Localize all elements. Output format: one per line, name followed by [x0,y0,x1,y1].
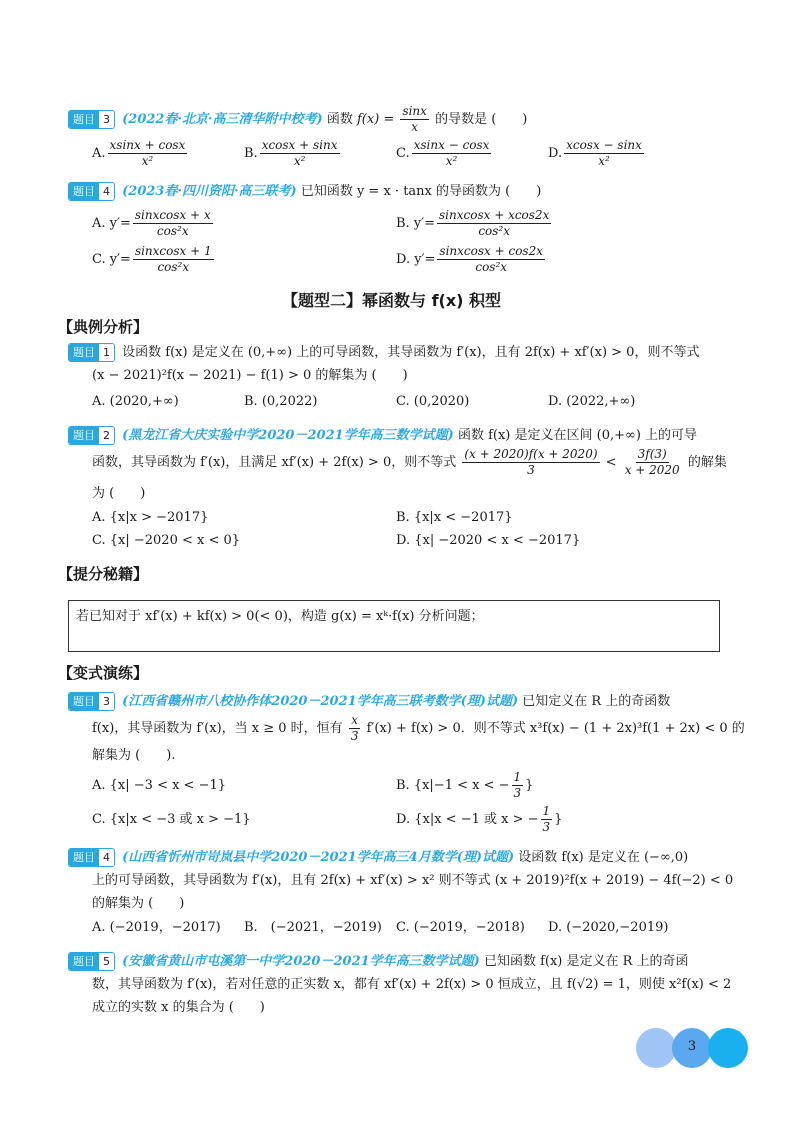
question-3b-line3: 解集为 ( ). [92,748,176,763]
option-b: B. {x|−1 < x < − $\frac{1}{3}$ } [396,770,534,800]
option-d: D. {x|x < −1 或 x > − $\frac{1}{3}$ } [396,804,563,834]
decor-circle [708,1028,748,1068]
question-1-line1: 题目 1 设函数 f(x) 是定义在 (0,+∞) 上的可导函数，其导函数为 f′(x)，且有 2f(x) + xf′(x) > 0，则不等式 [68,343,699,363]
question-source: (山西省忻州市岢岚县中学2020－2021学年高三4月数学(理)试题) [122,850,515,865]
question-source: (黑龙江省大庆实验中学2020－2021学年高三数学试题) [122,428,454,443]
option-a: A. (2020,+∞) [92,394,179,409]
section-title: 【题型二】幂函数与 f(x) 积型 [282,291,502,310]
option-d: D. $\frac{xcosx - \sin x}{\text{x²}}$ [548,138,642,168]
question-tag: 题目 5 [68,952,115,971]
decor-circle [636,1028,676,1068]
fraction: $\frac{\sin x}{x}$ [402,104,427,134]
question-2-line2: 函数，其导函数为 f′(x)，且满足 xf′(x) + 2f(x) > 0，则不等式 $\frac{(x + 2020)f(x + 2020)}{3}$ < $\frac{3f(3)}{x + 2020}$ 的解集 [92,447,727,477]
question-3b-line1: 题目 3 (江西省赣州市八校协作体2020－2021学年高三联考数学(理)试题) 已知定义在 R 上的奇函数 [68,692,670,712]
question-3-header: 题目 3 (2022春·北京·高三清华附中校考) 函数 f(x) = $\frac{\sin x}{x}$ 的导数是 ( ) [68,104,527,135]
option-a: A. {x| −3 < x < −1} [92,778,227,793]
heading-tips: 【提分秘籍】 [58,565,149,583]
question-4-header: 题目 4 (2023春·四川资阳·高三联考) 已知函数 y = x · tanx 的导函数为 ( ) [68,182,541,202]
option-c: C. (0,2020) [396,394,470,409]
option-c: C. $\frac{xsinx - \cos x}{\text{x²}}$ [396,138,490,168]
option-c: C. y′= $\frac{\text{sinxcosx + 1}}{\text{cos²x}}$ [92,244,212,274]
option-a: A. y′= $\frac{\text{sinxcosx + x}}{\text{cos²x}}$ [92,208,211,238]
option-c: C. (−2019，−2018) [396,920,525,935]
question-4b-line2: 上的可导函数，其导函数为 f′(x)，且有 2f(x) + xf′(x) > x² 则不等式 (x + 2019)²f(x + 2019) − 4f(−2) < 0 [92,873,734,888]
option-a: A. (−2019，−2017) [92,920,221,935]
option-c: C. {x| −2020 < x < 0} [92,533,241,548]
question-source: (2023春·四川资阳·高三联考) [122,184,297,199]
option-d: D. y′= $\frac{\text{sinxcosx + cos2x}}{\text{cos²x}}$ [396,244,543,274]
option-b: B. (0,2022) [244,394,318,409]
question-tag: 题目 2 [68,426,115,445]
question-1-line2: (x − 2021)²f(x − 2021) − f(1) > 0 的解集为 ( ) [92,368,408,383]
page-number: 3 [687,1039,697,1054]
option-b: B. (−2021，−2019) [244,920,382,935]
question-2-line1: 题目 2 (黑龙江省大庆实验中学2020－2021学年高三数学试题) 函数 f(x) 是定义在区间 (0,+∞) 上的可导 [68,426,697,446]
question-5-line1: 题目 5 (安徽省黄山市屯溪第一中学2020－2021学年高三数学试题) 已知函数 f(x) 是定义在 R 上的奇函 [68,952,689,972]
question-tag: 题目 3 [68,110,115,129]
question-tag: 题目 4 [68,848,115,867]
question-5-line3: 成立的实数 x 的集合为 ( ) [92,1000,265,1015]
question-5-line2: 数，其导函数为 f′(x)，若对任意的正实数 x，都有 xf′(x) + 2f(x) > 0 恒成立，且 f(√2) = 1，则使 x²f(x) < 2 [92,977,732,992]
option-c: C. {x|x < −3 或 x > −1} [92,812,251,827]
option-b: B. $\frac{xcosx + \sin x}{\text{x²}}$ [244,138,338,168]
question-tag: 题目 1 [68,343,115,362]
option-d: D. (2022,+∞) [548,394,636,409]
question-source: (安徽省黄山市屯溪第一中学2020－2021学年高三数学试题) [122,954,480,969]
tip-text: 若已知对于 xf′(x) + kf(x) > 0(< 0)，构造 g(x) = xᵏ·f(x) 分析问题； [76,609,484,624]
question-tag: 题目 3 [68,692,115,711]
option-d: D. (−2020,−2019) [548,920,669,935]
option-b: B. {x|x < −2017} [396,510,513,525]
heading-example: 【典例分析】 [58,318,149,336]
option-d: D. {x| −2020 < x < −2017} [396,533,581,548]
question-4b-line1: 题目 4 (山西省忻州市岢岚县中学2020－2021学年高三4月数学(理)试题) 设函数 f(x) 是定义在 (−∞,0) [68,848,688,868]
question-tag: 题目 4 [68,182,115,201]
option-b: B. y′= $\frac{\text{sinxcosx + xcos2x}}{\text{cos²x}}$ [396,208,550,238]
question-2-line3: 为 ( ) [92,486,146,501]
heading-practice: 【变式演练】 [58,664,149,682]
question-source: (江西省赣州市八校协作体2020－2021学年高三联考数学(理)试题) [122,694,519,709]
option-a: A. $\frac{xsinx + \cos x}{\text{x²}}$ [92,138,186,168]
question-source: (2022春·北京·高三清华附中校考) [122,112,323,127]
question-3b-line2: f(x)，其导函数为 f′(x)，当 x ≥ 0 时，恒有 $\frac{x}{3}$ f′(x) + f(x) > 0．则不等式 x³f(x) − (1 + 2x)³f(1 + 2x) < 0 的 [92,713,745,743]
question-4b-line3: 的解集为 ( ) [92,896,185,911]
option-a: A. {x|x > −2017} [92,510,209,525]
